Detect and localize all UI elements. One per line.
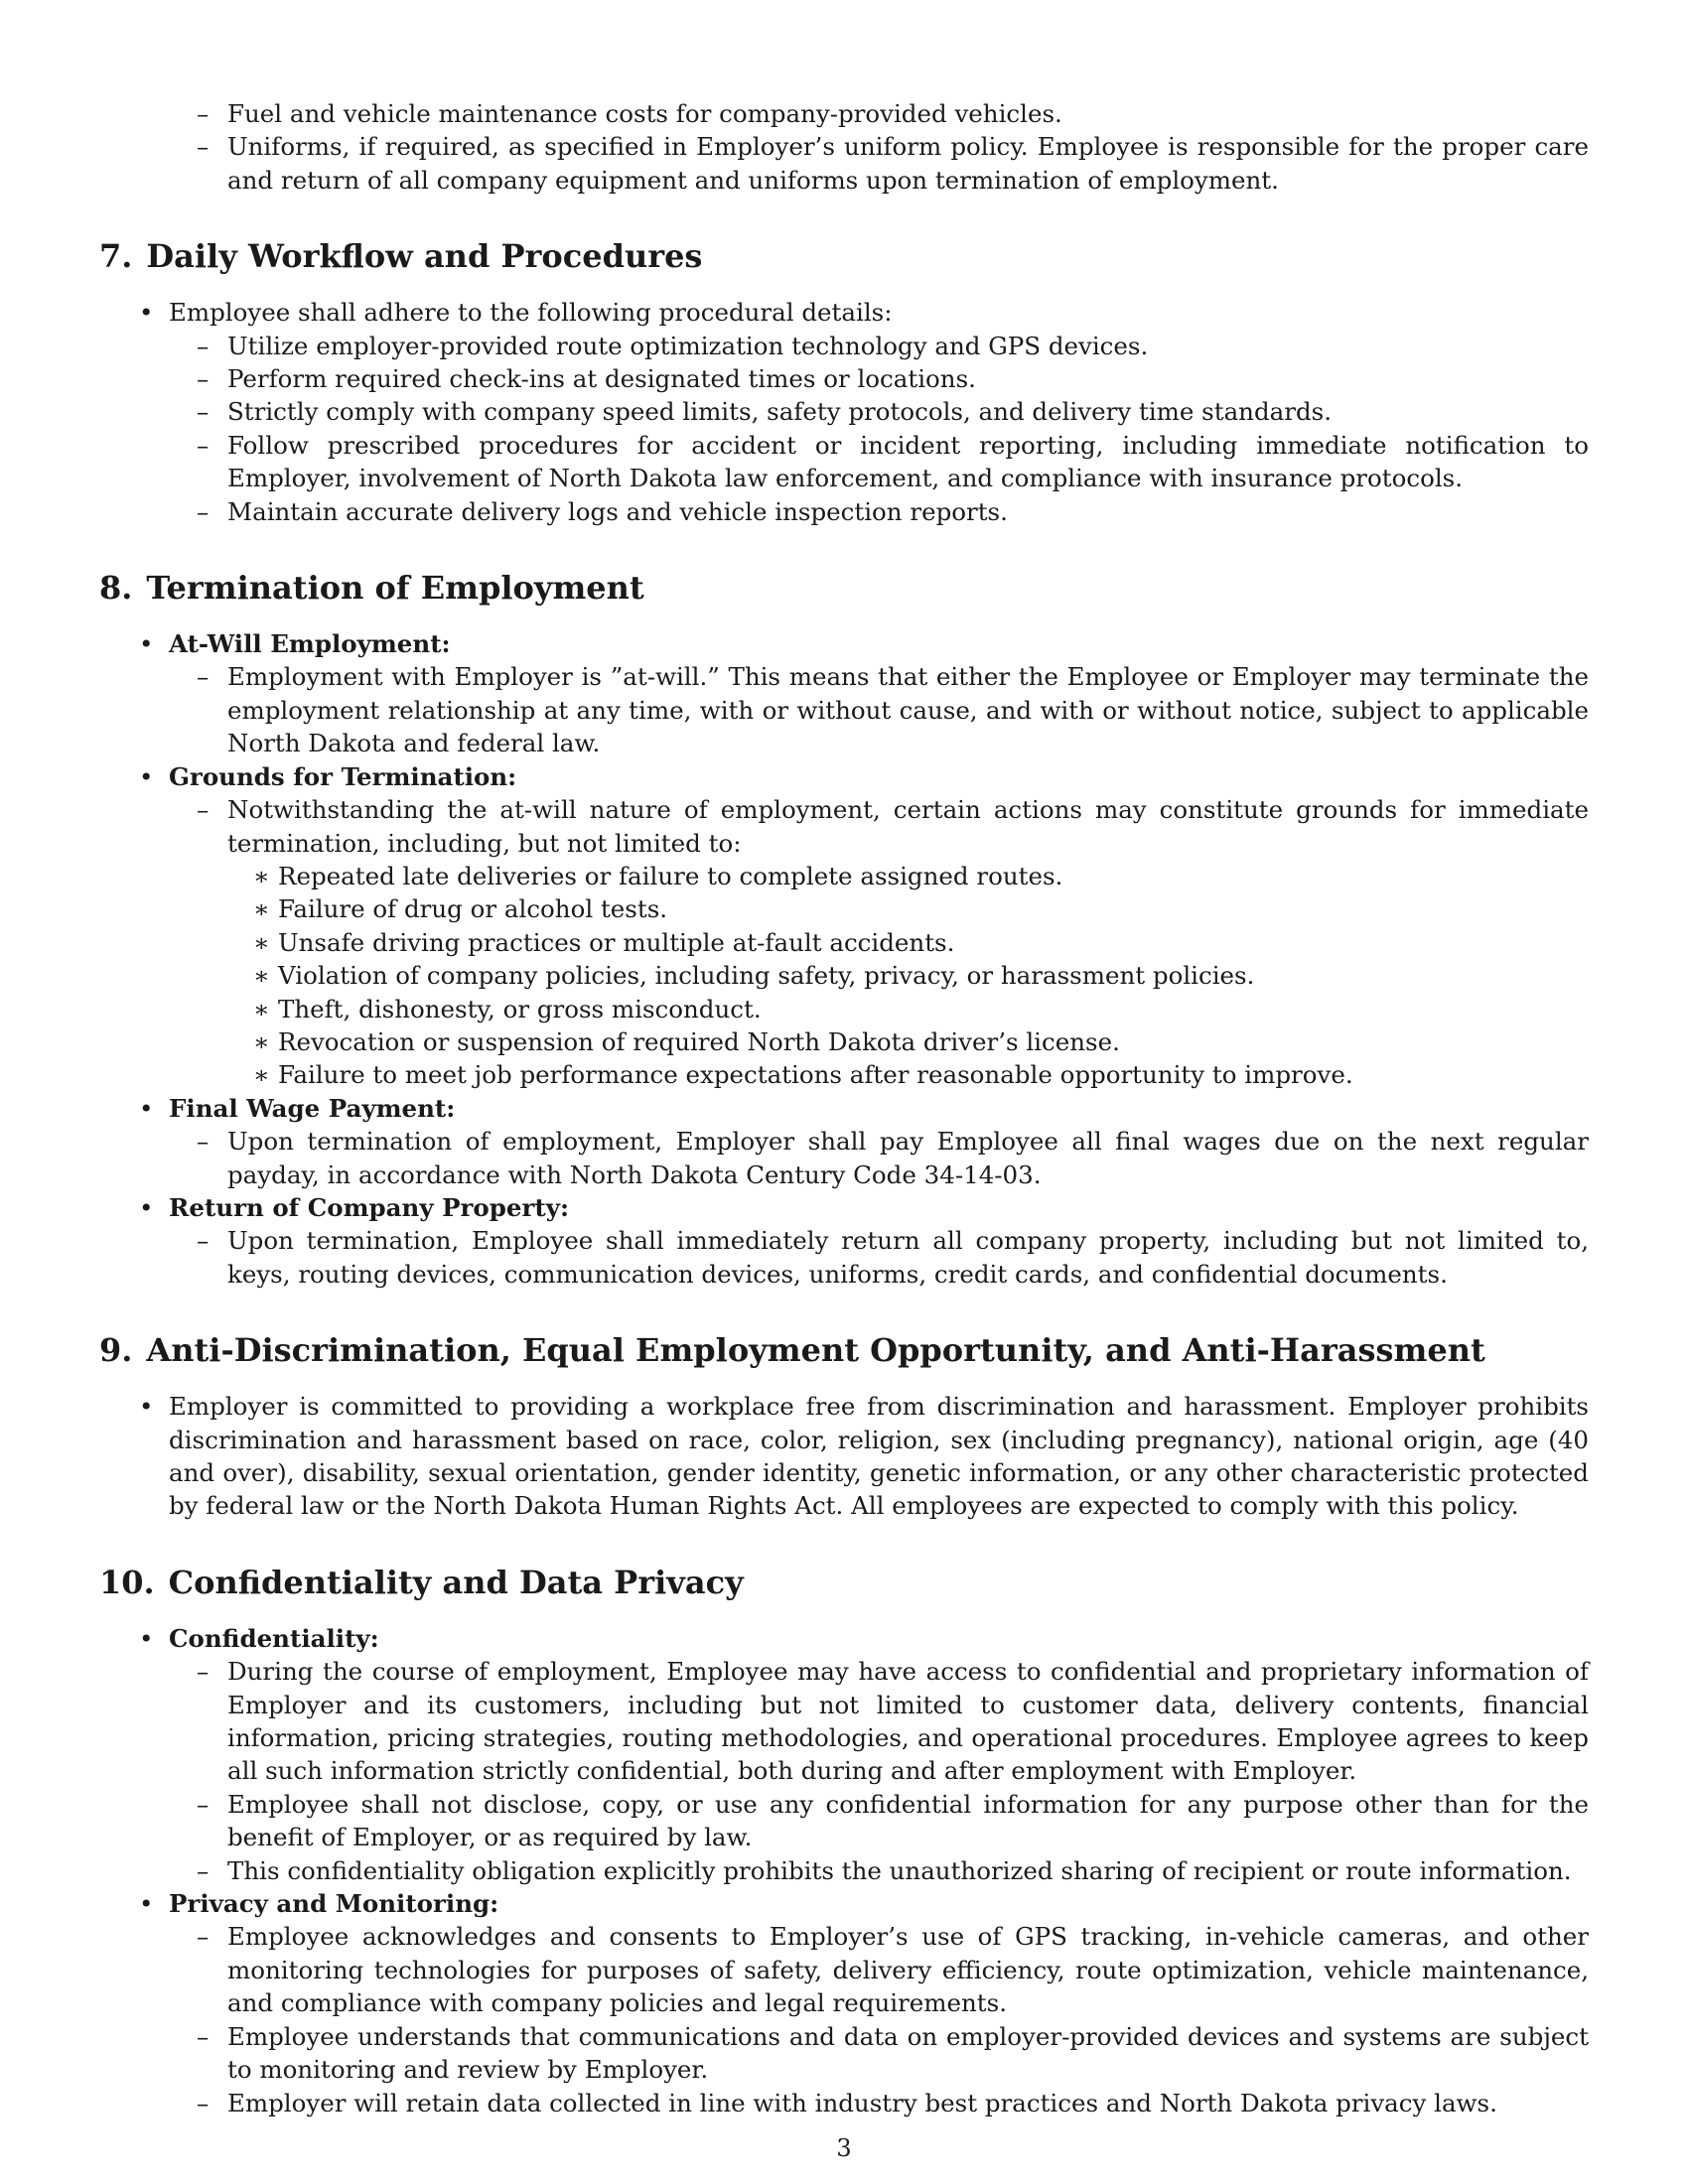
dash-marker: – — [197, 430, 210, 460]
carryover-list — [99, 97, 1589, 197]
list-item — [99, 1224, 1589, 1291]
list-item — [99, 2087, 1589, 2119]
list-item-text: Employment with Employer is ”at-will.” This means that either the Employee or Employer may terminate the employment relationship at any time, with or without cause, and with or without notice, subject to applicable North Dakota and federal law. — [227, 662, 1589, 758]
page-number: 3 — [836, 2134, 852, 2162]
item-label: Confidentiality: — [169, 1623, 379, 1653]
list-item — [99, 429, 1589, 495]
section-heading — [99, 1330, 1589, 1370]
list-item-text: This confidentiality obligation explicitly prohibits the unauthorized sharing of recipient or route information. — [227, 1855, 1572, 1885]
list-item-text: Follow prescribed procedures for accident or incident reporting, including immediate notification to Employer, involvement of North Dakota law enforcement, and compliance with insurance protocols. — [227, 430, 1589, 493]
list-item-text: Fuel and vehicle maintenance costs for company-provided vehicles. — [227, 99, 1062, 128]
list-item — [99, 130, 1589, 197]
item-label: Privacy and Monitoring: — [169, 1889, 499, 1919]
dash-marker: – — [197, 364, 210, 394]
list-item-text: Revocation or suspension of required North Dakota driver’s license. — [278, 1026, 1120, 1056]
dash-marker: – — [197, 662, 210, 692]
list-item — [99, 330, 1589, 362]
list-item — [99, 892, 1589, 925]
list-item — [99, 395, 1589, 428]
list-item-text: Employee acknowledges and consents to Employer’s use of GPS tracking, in-vehicle cameras, and other monitoring technologies for purposes of safety, delivery efficiency, route optimization, vehicle maintenance, and compliance with company policies and legal requirements. — [227, 1922, 1589, 2018]
section-heading — [99, 236, 1589, 276]
list-item-text: Failure to meet job performance expectations after reasonable opportunity to improve. — [278, 1060, 1353, 1090]
section-title: Daily Workflow and Procedures — [146, 237, 703, 276]
section-title: Anti-Discrimination, Equal Employment Opportunity, and Anti-Harassment — [146, 1331, 1485, 1370]
list-item-text: Repeated late deliveries or failure to complete assigned routes. — [278, 861, 1063, 890]
list-item-text: Upon termination of employment, Employer shall pay Employee all final wages due on the next regular payday, in accordance with North Dakota Century Code 34-14-03. — [227, 1127, 1589, 1189]
dash-marker: – — [197, 1855, 210, 1885]
dash-marker: – — [197, 132, 210, 162]
section-title: Confidentiality and Data Privacy — [168, 1563, 744, 1601]
list-item — [99, 1854, 1589, 1887]
list-item — [99, 1887, 1589, 1920]
list-item — [99, 2020, 1589, 2087]
list-item-text: Employer is committed to providing a workplace free from discrimination and harassment. Employer prohibits discrimination and harassment based on race, color, religion, sex (including pregnancy), national origin, age (40 and over), disability, sexual orientation, gender identity, genetic information, or any other characteristic protected by federal law or the North Dakota Human Rights Act. All employees are expected to comply with this policy. — [169, 1392, 1589, 1521]
list-item-text: Failure of drug or alcohol tests. — [278, 894, 668, 924]
section-9-list — [99, 1390, 1589, 1523]
bullet-marker: • — [139, 1623, 154, 1653]
list-item — [99, 959, 1589, 992]
list-item-text: Violation of company policies, including safety, privacy, or harassment policies. — [278, 961, 1255, 991]
list-item — [99, 793, 1589, 860]
star-marker: ∗ — [253, 994, 270, 1024]
list-item — [99, 1058, 1589, 1091]
list-item-text: Uniforms, if required, as specified in Employer’s uniform policy. Employee is responsible for the proper care and return of all company equipment and uniforms upon termination of employment. — [227, 132, 1589, 195]
section-10 — [99, 1563, 1589, 2119]
list-item-text: Employer will retain data collected in line with industry best practices and North Dakota privacy laws. — [227, 2088, 1497, 2117]
section-7 — [99, 236, 1589, 528]
list-item-text: Strictly comply with company speed limits, safety protocols, and delivery time standards. — [227, 397, 1332, 427]
list-item-text: Unsafe driving practices or multiple at-fault accidents. — [278, 927, 955, 957]
list-item-text: Employee understands that communications and data on employer-provided devices and systems are subject to monitoring and review by Employer. — [227, 2021, 1589, 2085]
section-heading — [99, 1563, 1589, 1602]
list-item — [99, 1092, 1589, 1125]
item-label: Grounds for Termination: — [169, 761, 517, 791]
section-9 — [99, 1330, 1589, 1523]
star-marker: ∗ — [253, 861, 270, 890]
list-item — [99, 362, 1589, 395]
list-item — [99, 1622, 1589, 1655]
list-item — [99, 1655, 1589, 1788]
section-7-list — [99, 296, 1589, 528]
dash-marker: – — [197, 1789, 210, 1819]
list-item — [99, 1920, 1589, 2019]
list-item-text: Upon termination, Employee shall immediately return all company property, including but not limited to, keys, routing devices, communication devices, uniforms, credit cards, and confidential documents. — [227, 1226, 1589, 1289]
star-marker: ∗ — [253, 1026, 270, 1056]
section-heading — [99, 568, 1589, 608]
list-item — [99, 1125, 1589, 1191]
section-number: 10. — [99, 1563, 155, 1601]
list-item-text: Maintain accurate delivery logs and vehicle inspection reports. — [227, 496, 1008, 526]
item-label: At-Will Employment: — [169, 629, 451, 659]
dash-marker: – — [197, 331, 210, 360]
section-number: 8. — [99, 569, 133, 608]
bullet-marker: • — [139, 1192, 154, 1222]
star-marker: ∗ — [253, 961, 270, 991]
dash-marker: – — [197, 1127, 210, 1157]
list-item-text: Employee shall not disclose, copy, or use any confidential information for any purpose other than for the benefit of Employer, or as required by law. — [227, 1789, 1589, 1852]
list-item — [99, 993, 1589, 1025]
list-item-text: Utilize employer-provided route optimization technology and GPS devices. — [227, 331, 1149, 360]
section-8-list — [99, 627, 1589, 1291]
list-item — [99, 860, 1589, 892]
list-item — [99, 296, 1589, 329]
section-number: 9. — [99, 1331, 133, 1370]
list-item — [99, 1025, 1589, 1058]
list-item — [99, 660, 1589, 759]
page-content — [99, 97, 1589, 2119]
dash-marker: – — [197, 2088, 210, 2117]
bullet-marker: • — [139, 1093, 154, 1123]
star-marker: ∗ — [253, 927, 270, 957]
bullet-marker: • — [139, 1889, 154, 1919]
bullet-marker: • — [139, 1392, 154, 1422]
list-item — [99, 627, 1589, 660]
list-item — [99, 495, 1589, 528]
section-number: 7. — [99, 237, 133, 276]
dash-marker: – — [197, 496, 210, 526]
list-item-text: Employee shall adhere to the following procedural details: — [169, 298, 893, 328]
star-marker: ∗ — [253, 894, 270, 924]
list-item — [99, 1788, 1589, 1854]
list-item-text: Theft, dishonesty, or gross misconduct. — [278, 994, 762, 1024]
dash-marker: – — [197, 99, 210, 128]
item-label: Return of Company Property: — [169, 1192, 569, 1222]
list-item-text: Perform required check-ins at designated times or locations. — [227, 364, 976, 394]
dash-marker: – — [197, 2021, 210, 2051]
list-item — [99, 1390, 1589, 1523]
item-label: Final Wage Payment: — [169, 1093, 456, 1123]
bullet-marker: • — [139, 298, 154, 328]
list-item — [99, 760, 1589, 793]
list-item — [99, 926, 1589, 959]
star-marker: ∗ — [253, 1060, 270, 1090]
list-item-text: Notwithstanding the at-will nature of employment, certain actions may constitute grounds for immediate termination, including, but not limited to: — [227, 795, 1589, 858]
dash-marker: – — [197, 397, 210, 427]
list-item — [99, 97, 1589, 130]
section-title: Termination of Employment — [146, 569, 644, 608]
list-item-text: During the course of employment, Employee may have access to confidential and proprietary information of Employer and its customers, including but not limited to customer data, delivery contents, financial information, pricing strategies, routing methodologies, and operational procedures. Employee agrees to keep all such information strictly confidential, both during and after employment with Employer. — [227, 1657, 1589, 1786]
bullet-marker: • — [139, 629, 154, 659]
dash-marker: – — [197, 1922, 210, 1952]
dash-marker: – — [197, 795, 210, 825]
section-8 — [99, 568, 1589, 1291]
dash-marker: – — [197, 1226, 210, 1256]
section-10-list — [99, 1622, 1589, 2119]
list-item — [99, 1191, 1589, 1224]
bullet-marker: • — [139, 761, 154, 791]
dash-marker: – — [197, 1657, 210, 1687]
